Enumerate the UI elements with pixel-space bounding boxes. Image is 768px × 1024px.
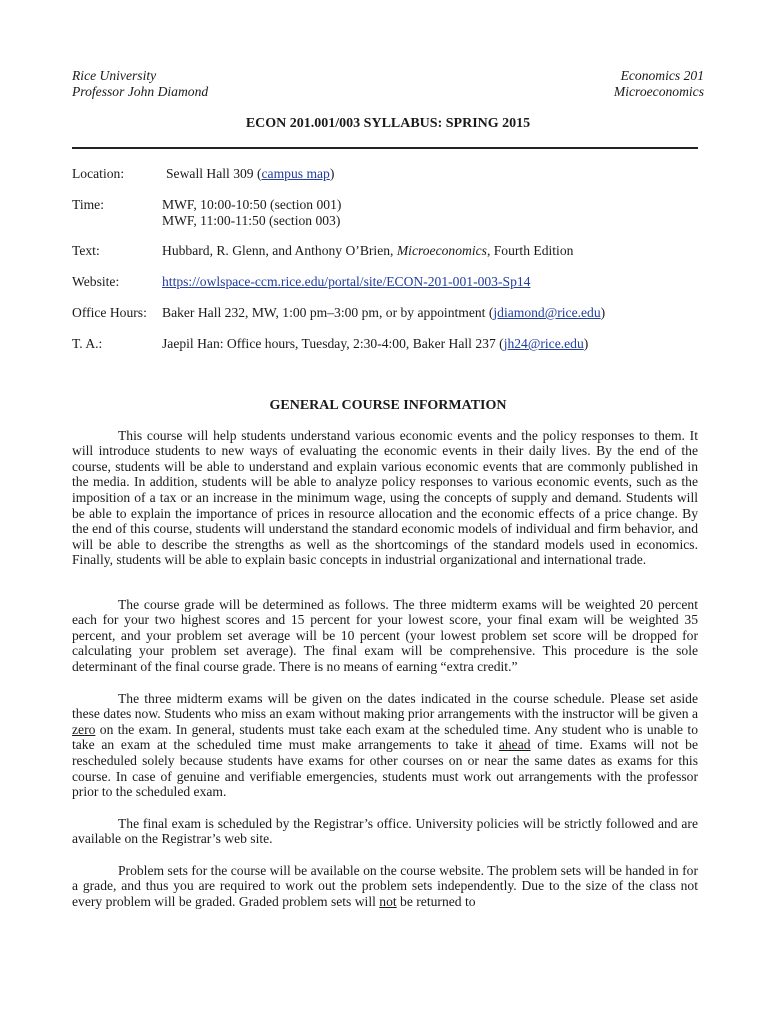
text-label: Text: [72,243,100,258]
university-name: Rice University [72,68,157,83]
professor-email-link[interactable]: jdiamond@rice.edu [493,305,601,320]
midterm-text-c: of time. Exams will not be rescheduled solely because students have exams for other courses on or near the same dates as exams for this course. In case of genuine and verifiable emergencies, students must work out arrangements with the professor prior to the scheduled exam. [72,737,698,800]
midterm-policy-paragraph [72,691,698,800]
text-authors: Hubbard, R. Glenn, and Anthony O’Brien, [162,243,397,258]
course-description-paragraph: This course will help students understand various economic events and the policy responses to them. It will introduce students to new ways of evaluating the economic events in their daily lives. By the end of the course, students will be able to understand and explain various economic events that are commonly published in the media. In addition, students will be able to analyze policy responses to various economic events, such as the imposition of a tax or an increase in the minimum wage, using the concepts of supply and demand. Students will be able to explain the importance of prices in resource allocation and the economic effects of a price change. By the end of this course, students will understand the standard economic models of individual and firm behavior, and will be able to describe the strengths as well as the shortcomings of the standard models used in economics. Finally, students will be able to explain basic concepts in industrial organizational and international trade. [72,427,698,568]
problem-sets-emphasis-not: not [379,893,397,909]
midterm-emphasis-ahead: ahead [498,737,531,753]
title-divider [72,147,698,149]
header-right [613,68,704,99]
problem-sets-text-a: Problem sets for the course will be available on the course website. The problem sets will be handed in for a grade, and thus you are required to work out the problem sets independently. Due to the size of the class not every problem will be graded. Graded problem sets will [72,862,698,909]
course-number: Economics 201 [620,68,704,83]
midterm-emphasis-zero: zero [72,721,96,737]
location-text: Sewall Hall 309 ( [166,166,262,181]
ta-close: ) [583,336,589,351]
syllabus-title: ECON 201.001/003 SYLLABUS: SPRING 2015 [245,116,531,131]
time-value [162,197,341,229]
midterm-text-b: on the exam. In general, students must take each exam at the scheduled time. Any student who is unable to take an exam at the scheduled time must make arrangements to take it [72,721,698,753]
ta-text: Jaepil Han: Office hours, Tuesday, 2:30-4:00, Baker Hall 237 ( [162,336,504,351]
office-hours-value [162,305,605,321]
website-value [162,274,530,290]
course-website-link[interactable]: https://owlspace-ccm.rice.edu/portal/site/ECON-201-001-003-Sp14 [162,274,531,289]
textbook-title: Microeconomics [396,243,487,258]
time-section-001: MWF, 10:00-10:50 (section 001) [162,197,342,212]
location-close: ) [329,166,335,181]
time-section-003: MWF, 11:00-11:50 (section 003) [162,213,341,228]
problem-sets-paragraph [72,863,698,910]
campus-map-link[interactable]: campus map [261,166,330,181]
text-edition: , Fourth Edition [486,243,574,258]
location-label: Location: [72,166,125,181]
office-hours-close: ) [600,305,606,320]
ta-email-link[interactable]: jh24@rice.edu [503,336,584,351]
section-heading: GENERAL COURSE INFORMATION [269,398,507,413]
header-left [72,68,209,99]
course-name: Microeconomics [613,84,704,99]
website-label: Website: [72,274,120,289]
grading-paragraph: The course grade will be determined as follows. The three midterm exams will be weighted 20 percent each for your two highest scores and 15 percent for your lowest score, your final exam will be weighted 35 percent, and your problem set average will be 10 percent (your lowest problem set score will be dropped for calculating your problem set average). The final exam will be comprehensive. This procedure is the sole determinant of the final course grade. There is no means of earning “extra credit.” [72,596,698,674]
final-exam-paragraph: The final exam is scheduled by the Registrar’s office. University policies will be strictly followed and are available on the Registrar’s web site. [72,815,698,847]
problem-sets-text-b: be returned to [396,893,476,909]
text-value [162,243,573,259]
ta-label: T. A.: [72,336,103,351]
ta-value [162,336,588,352]
office-hours-label: Office Hours: [72,305,147,320]
professor-name: Professor John Diamond [72,84,209,99]
time-label: Time: [72,197,104,212]
midterm-text-a: The three midterm exams will be given on the dates indicated in the course schedule. Please set aside these dates now. Students who miss an exam without making prior arrangements with the instructor will be given a [72,690,698,722]
office-hours-text: Baker Hall 232, MW, 1:00 pm–3:00 pm, or by appointment ( [162,305,494,320]
location-value [166,166,334,182]
